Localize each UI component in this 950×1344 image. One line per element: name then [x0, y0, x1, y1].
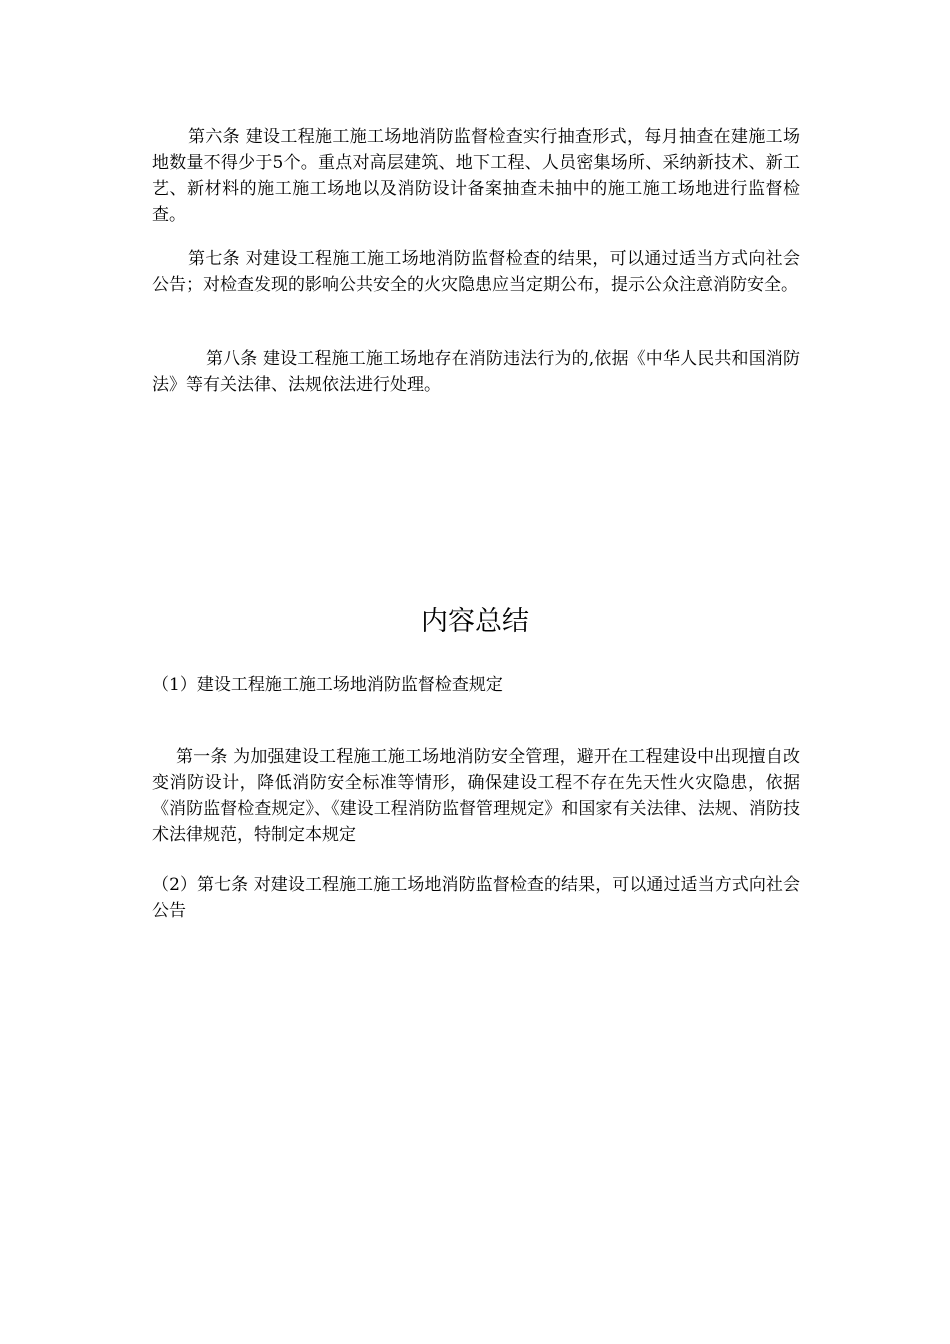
summary-title: 内容总结 [421, 606, 529, 637]
summary-item-1-heading: （1）建设工程施工施工场地消防监督检查规定 [152, 675, 503, 695]
article-7-paragraph: 第七条 对建设工程施工施工场地消防监督检查的结果，可以通过适当方式向社会公告；对检查发现的影响公共安全的火灾隐患应当定期公布，提示公众注意消防安全。 [152, 249, 800, 295]
article-6-paragraph: 第六条 建设工程施工施工场地消防监督检查实行抽查形式，每月抽查在建施工场地数量不得少于5个。重点对高层建筑、地下工程、人员密集场所、采纳新技术、新工艺、新材料的施工施工场地以及消防设计备案抽查未抽中的施工施工场地进行监督检查。 [152, 127, 800, 225]
summary-item-1-body: 第一条 为加强建设工程施工施工场地消防安全管理，避开在工程建设中出现擅自改变消防设计，降低消防安全标准等情形，确保建设工程不存在先天性火灾隐患，依据《消防监督检查规定》、《建设工程消防监督管理规定》和国家有关法律、法规、消防技术法律规范，特制定本规定 [152, 747, 800, 845]
article-8-paragraph: 第八条 建设工程施工施工场地存在消防违法行为的,依据《中华人民共和国消防法》等有关法律、法规依法进行处理。 [152, 349, 800, 395]
summary-item-2: （2）第七条 对建设工程施工施工场地消防监督检查的结果，可以通过适当方式向社会公告 [152, 875, 800, 921]
